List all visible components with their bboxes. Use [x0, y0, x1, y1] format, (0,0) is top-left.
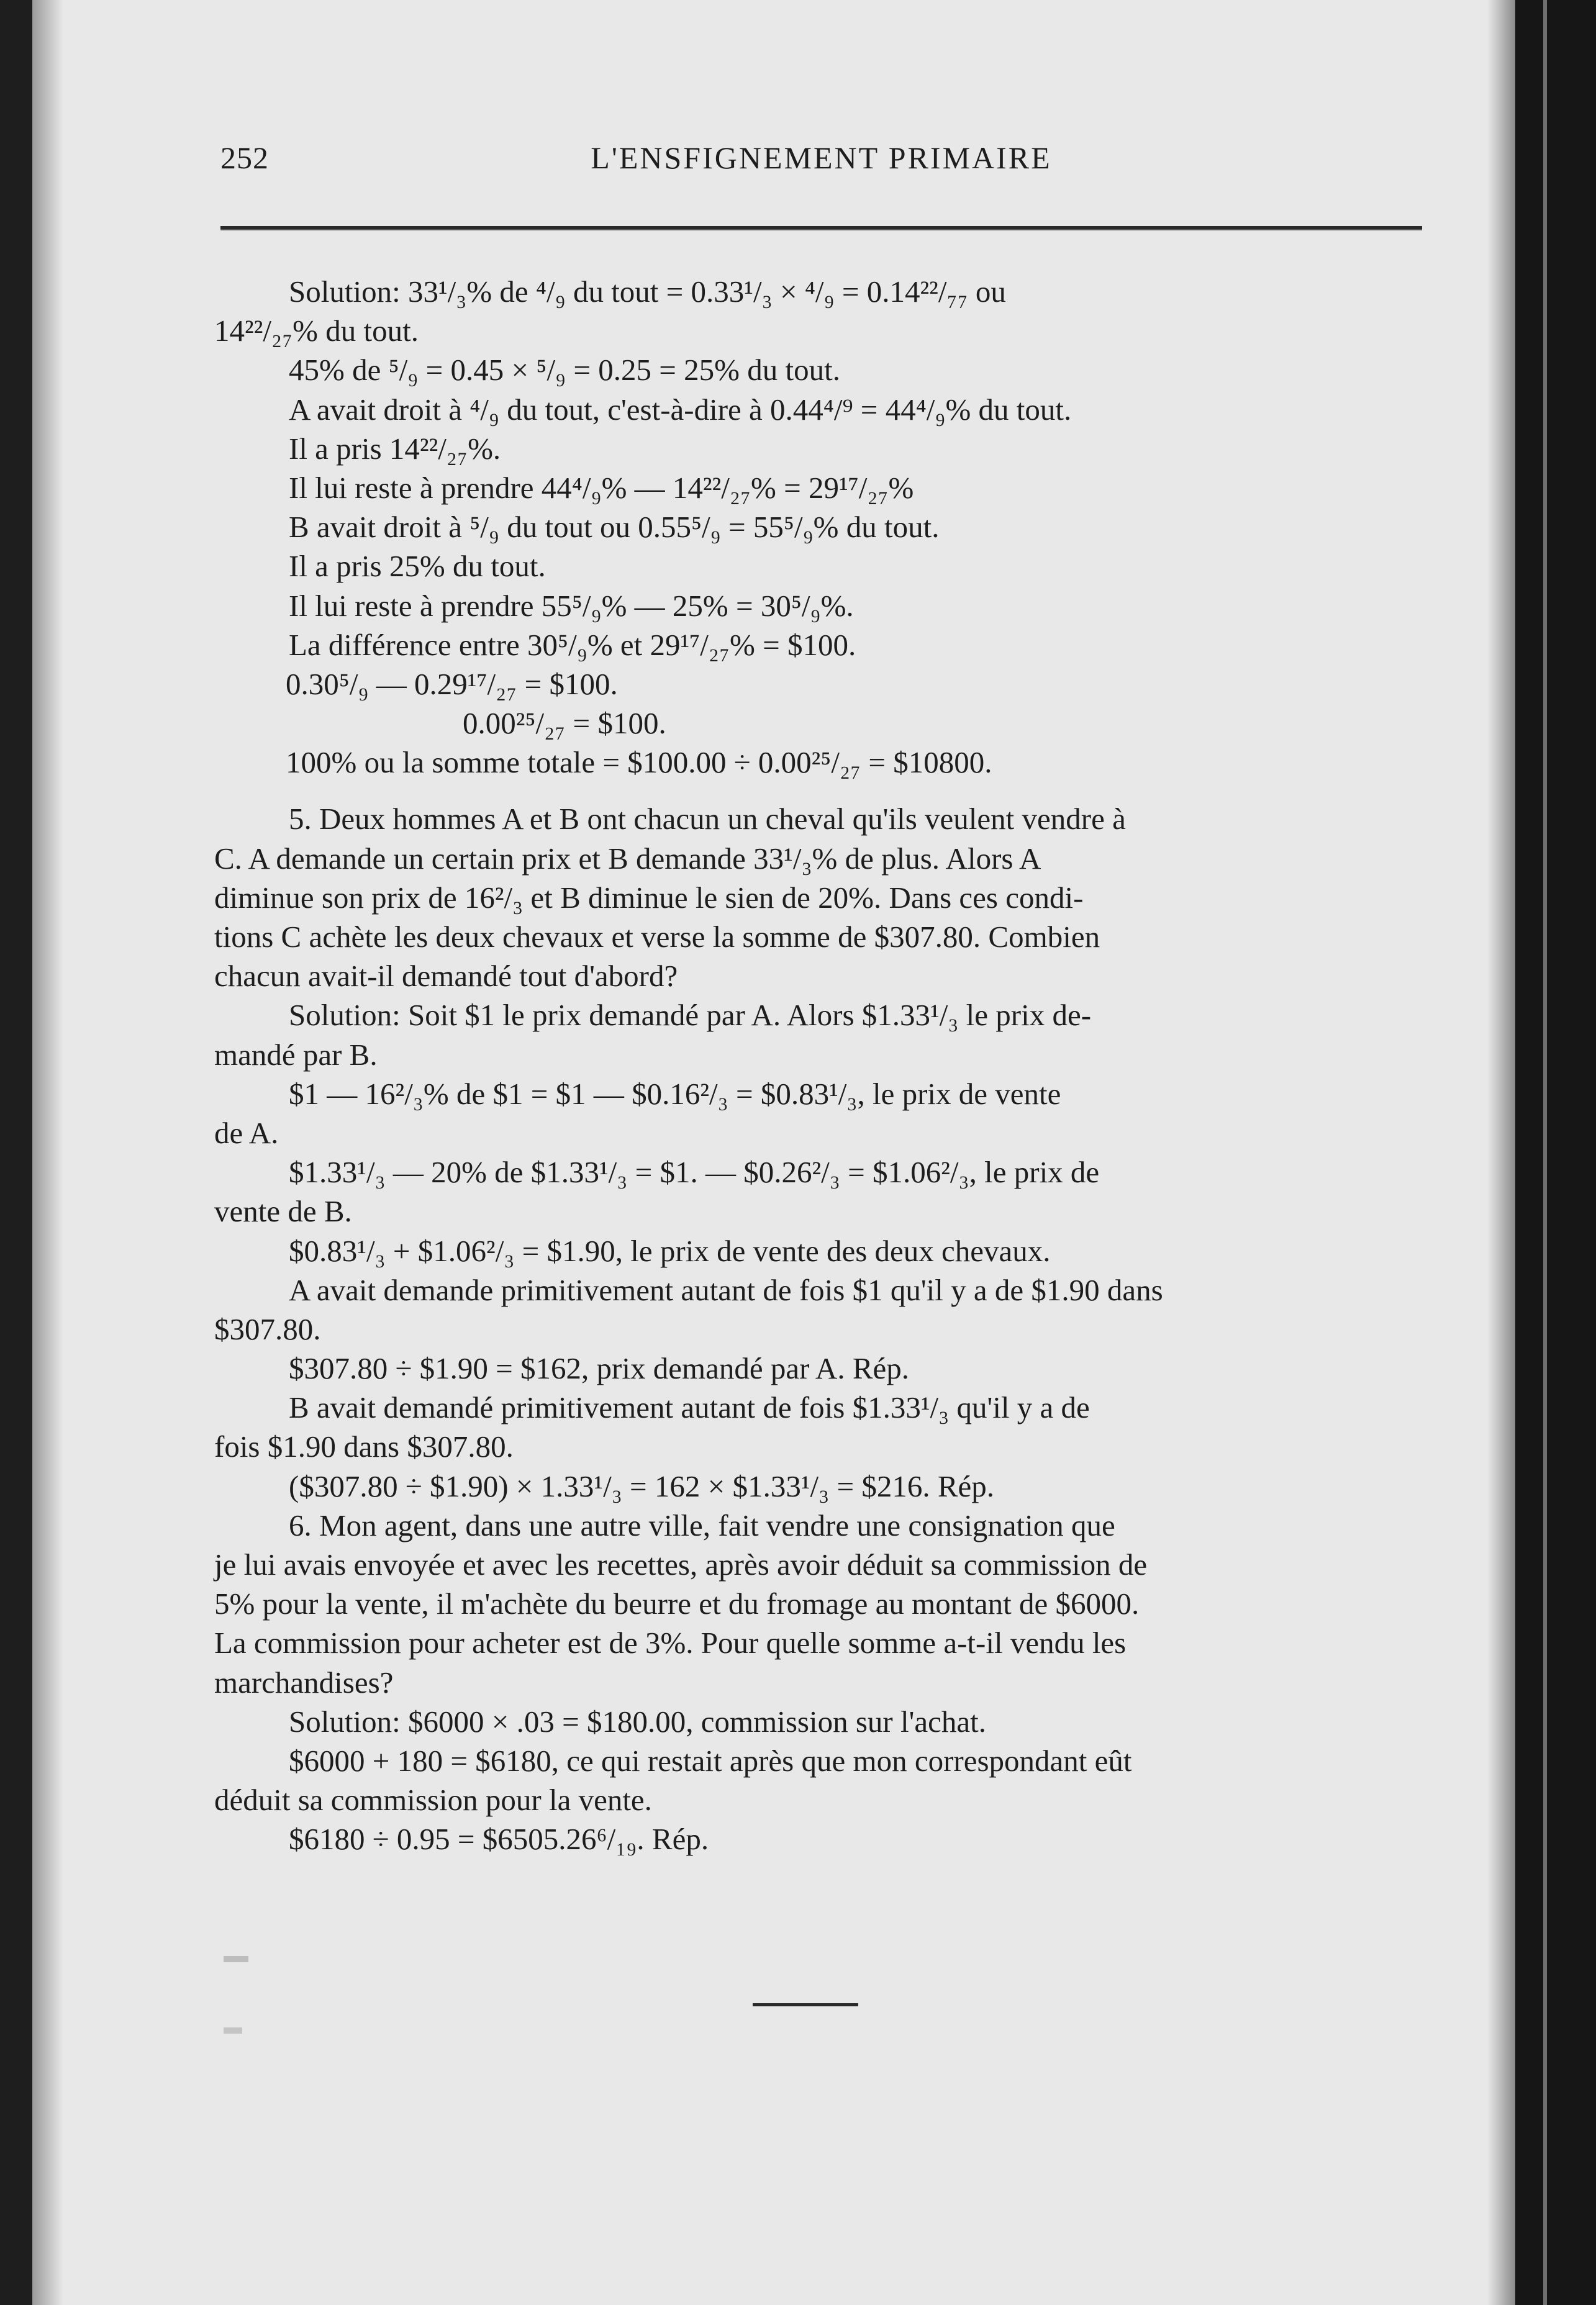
running-title: L'ENSFIGNEMENT PRIMAIRE — [591, 140, 1052, 175]
text-line: 100% ou la somme totale = $100.00 ÷ 0.00²⁵/₂₇ = $10800. — [286, 745, 992, 780]
text-line: Il lui reste à prendre 44⁴/₉% — 14²²/₂₇% = 29¹⁷/₂₇% — [289, 470, 914, 505]
problem-6-line: 6. Mon agent, dans une autre ville, fait vendre une consignation que — [289, 1508, 1115, 1542]
page-body — [214, 272, 1422, 1859]
text-line: fois $1.90 dans $307.80. — [214, 1429, 514, 1464]
text-line: $1.33¹/₃ — 20% de $1.33¹/₃ = $1. — $0.26²/₃ = $1.06²/₃, le prix de — [289, 1155, 1100, 1190]
left-page-gradient — [32, 0, 63, 2305]
text-line: $1 — 16²/₃% de $1 = $1 — $0.16²/₃ = $0.83¹/₃, le prix de vente — [289, 1076, 1061, 1111]
text-line: ($307.80 ÷ $1.90) × 1.33¹/₃ = 162 × $1.33¹/₃ = $216. Rép. — [289, 1469, 995, 1503]
problem-6-line: marchandises? — [214, 1665, 394, 1700]
text-line: B avait droit à ⁵/₉ du tout ou 0.55⁵/₉ = 55⁵/₉% du tout. — [289, 510, 940, 545]
scan-speck — [224, 1956, 248, 1962]
text-line: 0.30⁵/₉ — 0.29¹⁷/₂₇ = $100. — [286, 666, 618, 701]
problem-5-line: diminue son prix de 16²/₃ et B diminue le sien de 20%. Dans ces condi- — [214, 880, 1084, 915]
text-line: $307.80. — [214, 1311, 321, 1346]
text-line: 14²²/₂₇% du tout. — [214, 314, 419, 348]
text-line: $0.83¹/₃ + $1.06²/₃ = $1.90, le prix de vente des deux chevaux. — [289, 1233, 1051, 1268]
text-line: Solution: 33¹/₃% de ⁴/₉ du tout = 0.33¹/₃ × ⁴/₉ = 0.14²²/₇₇ ou — [289, 274, 1006, 309]
text-line: Il a pris 25% du tout. — [289, 549, 546, 584]
text-line: $6000 + 180 = $6180, ce qui restait après que mon correspondant eût — [289, 1743, 1132, 1778]
scan-speck — [224, 2027, 242, 2034]
page-header — [220, 140, 1422, 183]
problem-5-line: chacun avait-il demandé tout d'abord? — [214, 959, 678, 994]
text-line: $6180 ÷ 0.95 = $6505.26⁶/₁₉. Rép. — [289, 1822, 709, 1857]
text-line: La différence entre 30⁵/₉% et 29¹⁷/₂₇% = $100. — [289, 627, 856, 662]
text-line: 45% de ⁵/₉ = 0.45 × ⁵/₉ = 0.25 = 25% du tout. — [289, 353, 840, 387]
text-line: Il lui reste à prendre 55⁵/₉% — 25% = 30⁵/₉%. — [289, 588, 854, 623]
text-line: A avait droit à ⁴/₉ du tout, c'est-à-dire à 0.44⁴/⁹ = 44⁴/₉% du tout. — [289, 392, 1072, 427]
text-line: 0.00²⁵/₂₇ = $100. — [463, 706, 666, 741]
text-line: A avait demande primitivement autant de fois $1 qu'il y a de $1.90 dans — [289, 1272, 1163, 1307]
problem-6-line: je lui avais envoyée et avec les recettes, après avoir déduit sa commission de — [214, 1547, 1148, 1582]
page-number: 252 — [220, 140, 269, 175]
right-page-edge — [1543, 0, 1547, 2305]
text-line: de A. — [214, 1115, 279, 1150]
text-line: Solution: $6000 × .03 = $180.00, commission sur l'achat. — [289, 1704, 987, 1739]
text-line: Il a pris 14²²/₂₇%. — [289, 431, 501, 466]
problem-6-line: 5% pour la vente, il m'achète du beurre et du fromage au montant de $6000. — [214, 1587, 1140, 1621]
text-line: vente de B. — [214, 1194, 352, 1229]
text-line: mandé par B. — [214, 1037, 378, 1072]
text-line: Solution: Soit $1 le prix demandé par A. Alors $1.33¹/₃ le prix de- — [289, 998, 1092, 1033]
problem-6-line: La commission pour acheter est de 3%. Pour quelle somme a-t-il vendu les — [214, 1626, 1127, 1660]
problem-5-line: C. A demande un certain prix et B demande 33¹/₃% de plus. Alors A — [214, 841, 1041, 876]
left-binding-shadow — [0, 0, 32, 2305]
right-binding-shadow — [1515, 0, 1596, 2305]
text-line: B avait demandé primitivement autant de fois $1.33¹/₃ qu'il y a de — [289, 1390, 1090, 1425]
problem-5-line: 5. Deux hommes A et B ont chacun un cheval qu'ils veulent vendre à — [289, 802, 1126, 836]
text-line: $307.80 ÷ $1.90 = $162, prix demandé par A. Rép. — [289, 1351, 909, 1386]
problem-5-line: tions C achète les deux chevaux et verse la somme de $307.80. Combien — [214, 920, 1100, 954]
text-line: déduit sa commission pour la vente. — [214, 1783, 652, 1818]
header-rule — [220, 226, 1422, 230]
right-page-gradient — [1487, 0, 1515, 2305]
end-rule — [753, 2003, 858, 2006]
